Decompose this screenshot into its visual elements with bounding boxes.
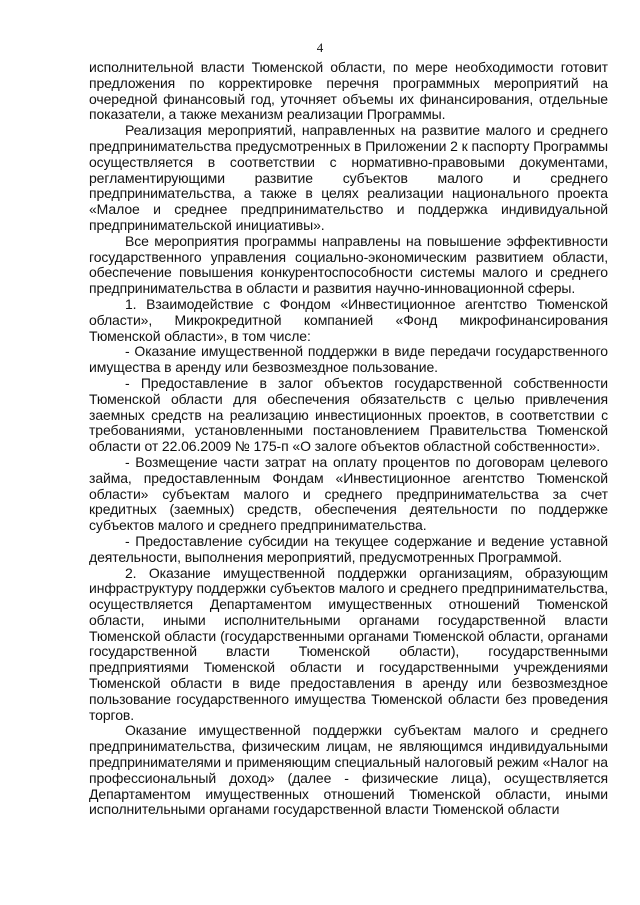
bullet-paragraph-1: - Оказание имущественной поддержки в виде передачи государственного имущества в аренду или безвозмездное пользование.: [89, 343, 608, 376]
paragraph-4: 1. Взаимодействие с Фондом «Инвестиционное агентство Тюменской области», Микрокредитной компанией «Фонд микрофинансирования Тюменской области», в том числе:: [89, 295, 608, 344]
bullet-paragraph-3: - Возмещение части затрат на оплату процентов по договорам целевого займа, предоставленным Фондам «Инвестиционное агентство Тюменской области» субъектам малого и среднего предпринимательства за счет кредитных (заемных) средств, обеспечения деятельности по поддержке субъектов малого и среднего предпринимательства.: [89, 453, 608, 534]
paragraph-3: Все мероприятия программы направлены на повышение эффективности государственного управления социально-экономическим развитием области, обеспечение повышения конкурентоспособности системы малого и среднего предпринимательства в области и развития научно-инновационной сферы.: [89, 232, 608, 297]
bullet-paragraph-2: - Предоставление в залог объектов государственной собственности Тюменской области для обеспечения обязательств с целью привлечения заемных средств на реализацию инвестиционных проектов, в соответствии с требованиями, установленными постановлением Правительства Тюменской области от 22.06.2009 № 175-п «О залоге объектов областной собственности».: [89, 374, 608, 455]
paragraph-6: Оказание имущественной поддержки субъектам малого и среднего предпринимательства, физическим лицам, не являющимся индивидуальными предпринимателями и применяющим специальный налоговый режим «Налог на профессиональный доход» (далее - физические лица), осуществляется Департаментом имущественных отношений Тюменской области, иными исполнительными органами государственной власти Тюменской области: [89, 722, 608, 818]
paragraph-5: 2. Оказание имущественной поддержки организациям, образующим инфраструктуру поддержки субъектов малого и среднего предпринимательства, осуществляется Департаментом имущественных отношений Тюменской области, иными исполнительными органами государственной власти Тюменской области (государственными органами Тюменской области, органами государственной власти Тюменской области), государственными предприятиями Тюменской области и государственными учреждениями Тюменской области в виде предоставления в аренду или безвозмездное пользование государственного имущества Тюменской области без проведения торгов.: [89, 564, 608, 723]
paragraph-1: исполнительной власти Тюменской области, по мере необходимости готовит предложения по корректировке перечня программных мероприятий на очередной финансовый год, уточняет объемы их финансирования, отдельные показатели, а также механизм реализации Программы.: [89, 59, 608, 123]
paragraph-2: Реализация мероприятий, направленных на развитие малого и среднего предпринимательства предусмотренных в Приложении 2 к паспорту Программы осуществляется в соответствии с нормативно-правовыми документами, регламентирующими развитие субъектов малого и среднего предпринимательства, а также в целях реализации национального проекта «Малое и среднее предпринимательство и поддержка индивидуальной предпринимательской инициативы».: [89, 122, 608, 233]
document-body: [89, 60, 608, 818]
bullet-paragraph-4: - Предоставление субсидии на текущее содержание и ведение уставной деятельности, выполнения мероприятий, предусмотренных Программой.: [89, 532, 608, 565]
page-number: 4: [316, 40, 324, 55]
